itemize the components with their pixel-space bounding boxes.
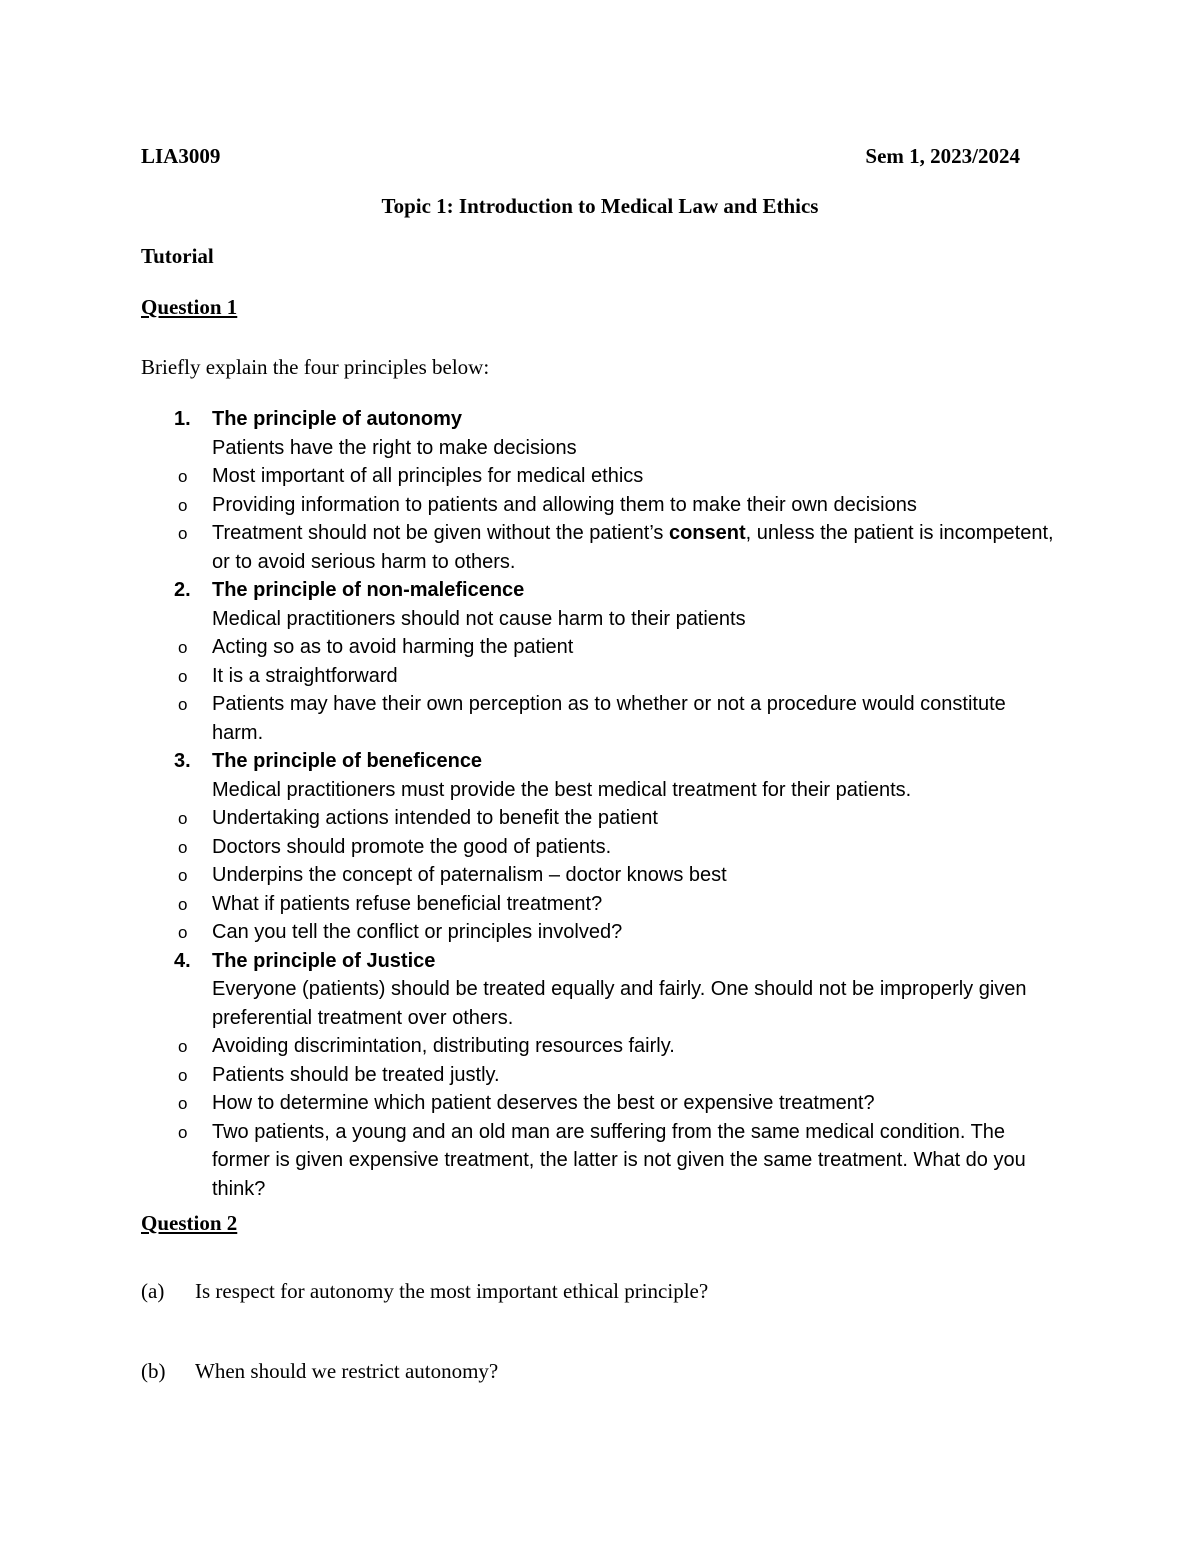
bullet-icon: o <box>178 638 188 657</box>
part-text: When should we restrict autonomy? <box>195 1359 499 1383</box>
topic-title: Topic 1: Introduction to Medical Law and Ethics <box>381 194 819 218</box>
list-item-text: What if patients refuse beneficial treatment? <box>212 892 603 915</box>
principle-description: Medical practitioners should not cause harm to their patients <box>212 607 746 630</box>
consent-text-before: Treatment should not be given without the patient’s <box>212 522 669 544</box>
principle-title: The principle of autonomy <box>212 408 463 430</box>
list-item-text: Underpins the concept of paternalism – doctor knows best <box>212 864 727 886</box>
list-item <box>141 633 1061 662</box>
list-item-text: How to determine which patient deserves the best or expensive treatment? <box>212 1092 875 1114</box>
principle-points <box>141 1032 1061 1203</box>
list-item-text: Acting so as to avoid harming the patient <box>212 636 574 658</box>
list-item-text: Doctors should promote the good of patients. <box>212 835 612 858</box>
bullet-icon: o <box>178 894 188 914</box>
principle-number: 1. <box>174 408 191 430</box>
principles-list <box>141 405 1061 1203</box>
principle-item-beneficence <box>141 747 1061 804</box>
list-item-text: Avoiding discrimintation, distributing resources fairly. <box>212 1035 675 1057</box>
principle-points <box>141 633 1061 747</box>
list-item <box>141 1118 1061 1204</box>
list-item-text: Undertaking actions intended to benefit the patient <box>212 807 658 829</box>
principle-number: 2. <box>174 579 191 601</box>
list-item <box>141 1089 1061 1118</box>
bullet-icon: o <box>178 666 188 686</box>
list-item-text: Providing information to patients and allowing them to make their own decisions <box>212 493 917 516</box>
principle-title: The principle of non-maleficence <box>212 579 525 601</box>
list-item-text: It is a straightforward <box>212 664 398 687</box>
list-item <box>141 861 1061 890</box>
bullet-icon: o <box>178 695 188 714</box>
list-item <box>141 662 1061 691</box>
list-item <box>141 1061 1061 1090</box>
principle-item-autonomy <box>141 405 1061 462</box>
bullet-icon: o <box>178 1037 188 1056</box>
question1-intro: Briefly explain the four principles below: <box>141 355 490 379</box>
list-item <box>141 1032 1061 1061</box>
principle-number: 3. <box>174 750 191 772</box>
principle-points <box>141 462 1061 576</box>
list-item-text: Patients may have their own perception as to whether or not a procedure would constitute harm. <box>212 693 1006 744</box>
bullet-icon: o <box>178 495 188 515</box>
principle-item-justice <box>141 947 1061 1033</box>
part-label: (a) <box>141 1279 165 1303</box>
part-label: (b) <box>141 1359 166 1383</box>
list-item-text: Can you tell the conflict or principles involved? <box>212 921 623 943</box>
principle-title: The principle of Justice <box>212 949 436 972</box>
list-item <box>141 890 1061 919</box>
list-item <box>141 519 1061 576</box>
list-item-text: Most important of all principles for medical ethics <box>212 465 644 487</box>
principle-title: The principle of beneficence <box>212 750 483 772</box>
principle-number: 4. <box>174 949 191 972</box>
principle-description: Everyone (patients) should be treated equally and fairly. One should not be improperly given preferential treatment over others. <box>212 978 1027 1029</box>
question1-heading: Question 1 <box>141 295 238 319</box>
course-code: LIA3009 <box>141 144 221 168</box>
bullet-icon: o <box>178 809 188 828</box>
bullet-icon: o <box>178 837 188 857</box>
bullet-icon: o <box>178 467 188 486</box>
part-text: Is respect for autonomy the most important ethical principle? <box>195 1279 709 1303</box>
question2-heading: Question 2 <box>141 1211 238 1235</box>
list-item <box>141 918 1061 947</box>
semester-label: Sem 1, 2023/2024 <box>865 144 1020 168</box>
principle-item-non-maleficence <box>141 576 1061 633</box>
bullet-icon: o <box>178 1122 188 1142</box>
question2-part-a <box>141 1279 708 1304</box>
question2-part-b <box>141 1359 498 1384</box>
list-item-text: Patients should be treated justly. <box>212 1063 500 1086</box>
list-item <box>141 804 1061 833</box>
bullet-icon: o <box>178 866 188 885</box>
bullet-icon: o <box>178 524 188 543</box>
consent-text-after: , unless the patient is incompetent, or to avoid serious harm to others. <box>212 522 1054 573</box>
list-item <box>141 491 1061 520</box>
list-item <box>141 833 1061 862</box>
section-label: Tutorial <box>141 244 214 268</box>
principle-points <box>141 804 1061 947</box>
principle-description: Patients have the right to make decisions <box>212 436 577 459</box>
list-item <box>141 462 1061 491</box>
list-item <box>141 690 1061 747</box>
consent-keyword: consent <box>668 522 746 544</box>
principle-description: Medical practitioners must provide the best medical treatment for their patients. <box>212 778 912 801</box>
list-item-text: Two patients, a young and an old man are suffering from the same medical condition. The former is given expensive treatment, the latter is not given the same treatment. What do you think? <box>212 1120 1026 1200</box>
bullet-icon: o <box>178 923 188 942</box>
bullet-icon: o <box>178 1094 188 1113</box>
bullet-icon: o <box>178 1065 188 1085</box>
